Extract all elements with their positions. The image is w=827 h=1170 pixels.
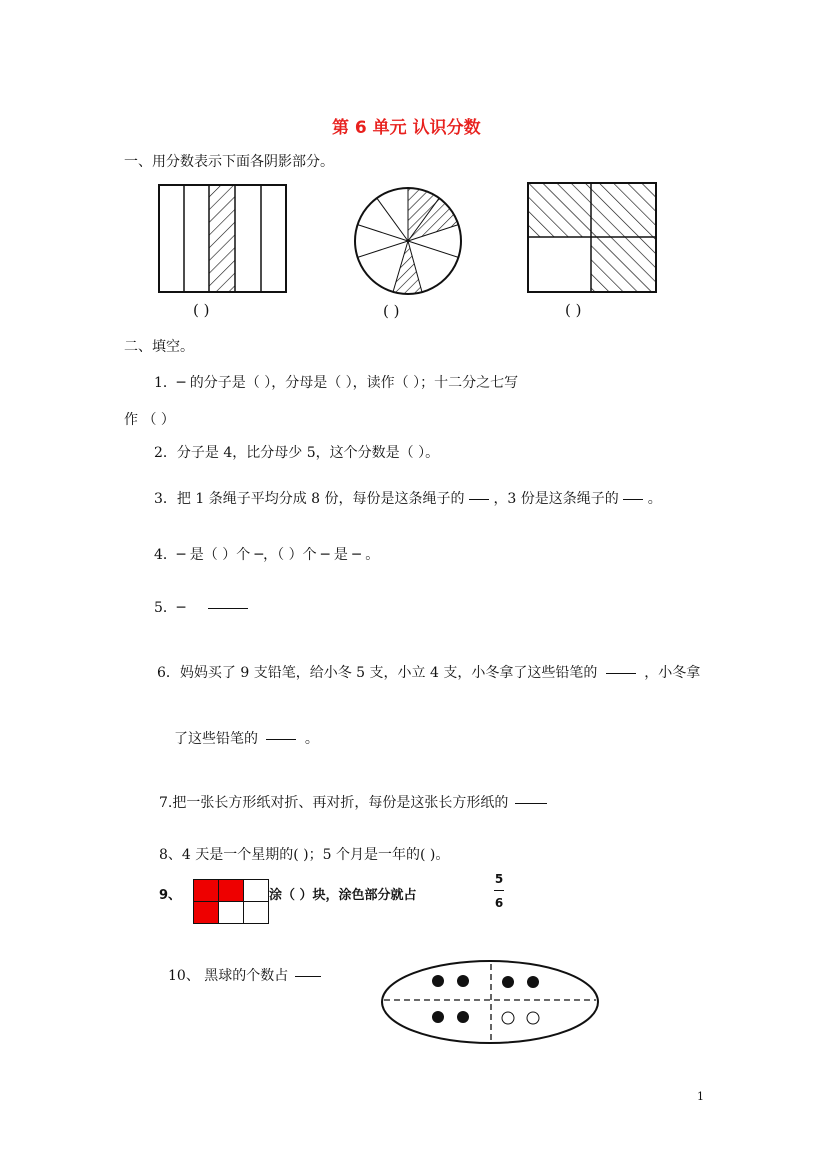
figure-strips-rectangle (158, 184, 288, 294)
question-9-text: 涂（ ）块，涂色部分就占 (269, 888, 417, 903)
fraction-denominator: 6 (494, 896, 504, 910)
question-6-part-c: 了这些铅笔的 (174, 731, 258, 747)
question-10 (168, 967, 321, 985)
fraction-bar (494, 890, 504, 891)
question-3-part-a: 3．把 1 条绳子平均分成 8 份，每份是这条绳子的 (154, 491, 465, 507)
question-3-part-c: 。 (647, 491, 662, 507)
question-4: 4．─ 是（ ）个 ─，（ ）个 ─ 是 ─ 。 (154, 547, 380, 563)
question-8: 8、4 天是一个星期的( )；5 个月是一年的( )。 (159, 847, 450, 863)
answer-blank[interactable] (469, 498, 489, 500)
answer-blank[interactable] (208, 607, 248, 609)
page-title: 第 6 单元 认识分数 (332, 118, 481, 138)
question-1-line-1: 1．─ 的分子是（ ），分母是（ ），读作（ ）；十二分之七写 (154, 375, 519, 391)
question-6-part-b: ，小冬拿 (644, 665, 701, 681)
section-2-heading: 二、填空。 (124, 339, 194, 355)
fraction-numerator: 5 (494, 872, 504, 886)
answer-paren-1[interactable]: ( ) (193, 301, 210, 319)
figure-quartered-square (527, 182, 657, 294)
answer-blank[interactable] (295, 975, 321, 977)
question-5 (154, 599, 248, 617)
page-number: 1 (697, 1090, 704, 1103)
question-9-grid (193, 879, 269, 925)
question-9-number: 9、 (159, 888, 182, 903)
figure-circle-slices (353, 186, 463, 296)
answer-paren-3[interactable]: ( ) (565, 301, 582, 319)
answer-blank[interactable] (623, 498, 643, 500)
question-5-text: 5．─ (154, 600, 186, 616)
question-2: 2．分子是 4，比分母少 5，这个分数是（ ）。 (154, 445, 440, 461)
question-6-line-2 (174, 730, 319, 748)
question-3-part-b: ，3 份是这条绳子的 (493, 491, 619, 507)
question-6-part-d: 。 (304, 731, 319, 747)
question-7-text: 7.把一张长方形纸对折、再对折，每份是这张长方形纸的 (159, 795, 509, 811)
answer-blank[interactable] (606, 672, 636, 674)
answer-blank[interactable] (515, 802, 547, 804)
question-7 (159, 794, 547, 812)
question-6-line-1 (157, 664, 700, 682)
question-1-line-2: 作 （ ） (124, 412, 175, 428)
ball-ellipse-figure (381, 960, 601, 1046)
question-6-part-a: 6．妈妈买了 9 支铅笔，给小冬 5 支，小立 4 支，小冬拿了这些铅笔的 (157, 665, 598, 681)
section-1-heading: 一、用分数表示下面各阴影部分。 (124, 154, 334, 170)
answer-paren-2[interactable]: ( ) (383, 302, 400, 320)
answer-blank[interactable] (266, 738, 296, 740)
question-3 (154, 490, 662, 508)
question-10-text: 10、 黑球的个数占 (168, 968, 289, 984)
